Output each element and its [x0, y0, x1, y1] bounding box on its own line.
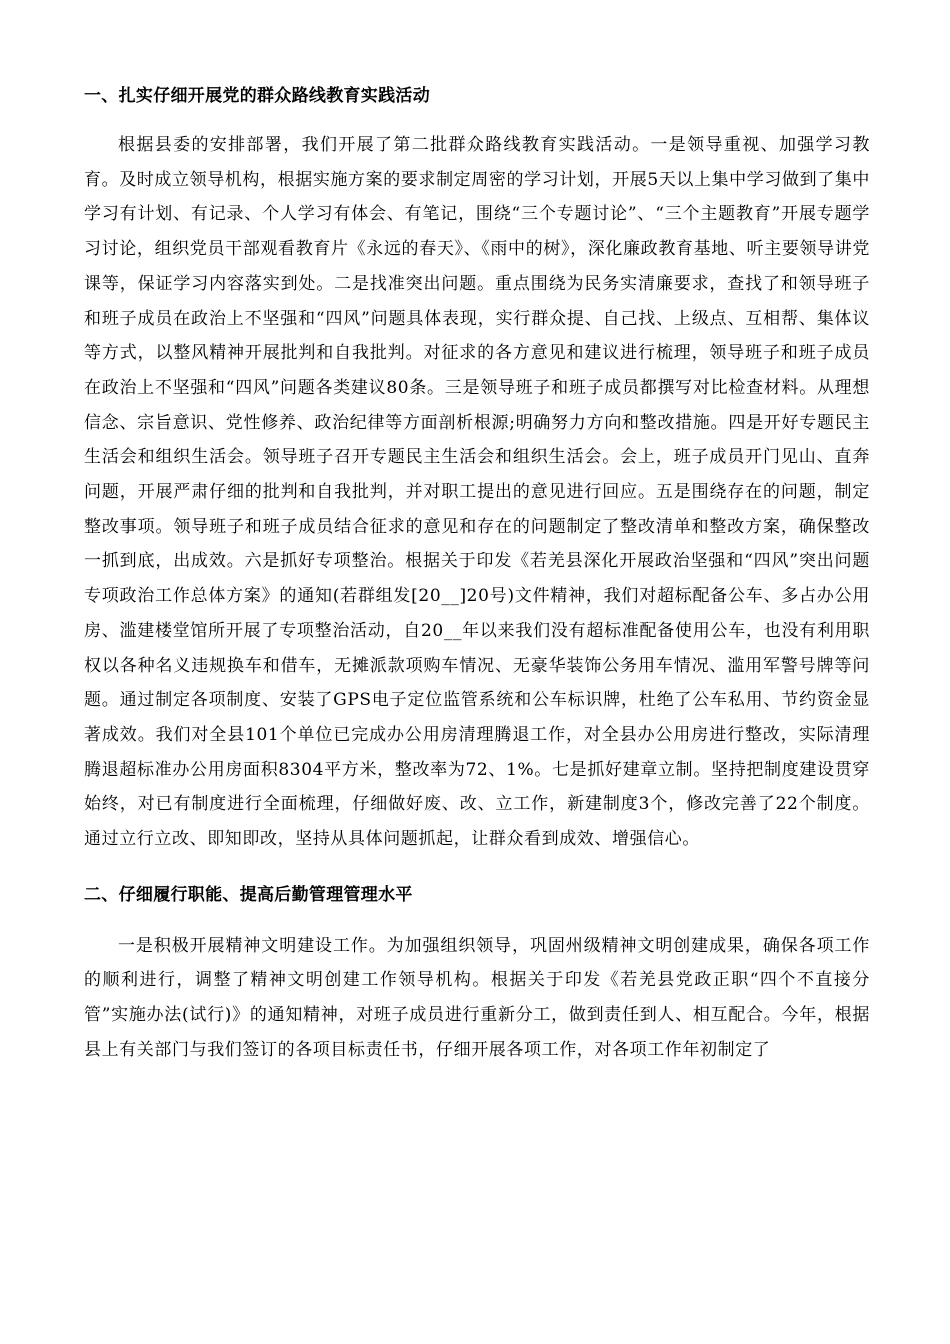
body-paragraph-1: 根据县委的安排部署，我们开展了第二批群众路线教育实践活动。一是领导重视、加强学习教育。及时成立领导机构，根据实施方案的要求制定周密的学习计划，开展5天以上集中学习做到了集中学习有计划、有记录、个人学习有体会、有笔记，围绕“三个专题讨论”、“三个主题教育”开展专题学习讨论，组织党员干部观看教育片《永远的春天》、《雨中的树》，深化廉政教育基地、听主要领导讲党课等，保证学习内容落实到处。二是找准突出问题。重点围绕为民务实清廉要求，查找了和领导班子和班子成员在政治上不坚强和“四风”问题具体表现，实行群众提、自己找、上级点、互相帮、集体议等方式，以整风精神开展批判和自我批判。对征求的各方意见和建议进行梳理，领导班子和班子成员在政治上不坚强和“四风”问题各类建议80条。三是领导班子和班子成员都撰写对比检查材料。从理想信念、宗旨意识、党性修养、政治纪律等方面剖析根源;明确努力方向和整改措施。四是开好专题民主生活会和组织生活会。领导班子召开专题民主生活会和组织生活会。会上，班子成员开门见山、直奔问题，开展严肃仔细的批判和自我批判，并对职工提出的意见进行回应。五是围绕存在的问题，制定整改事项。领导班子和班子成员结合征求的意见和存在的问题制定了整改清单和整改方案，确保整改一抓到底，出成效。六是抓好专项整治。根据关于印发《若羌县深化开展政治坚强和“四风”突出问题专项政治工作总体方案》的通知(若群组发[20__]20号)文件精神，我们对超标配备公车、多占办公用房、滥建楼堂馆所开展了专项整治活动，自20__年以来我们没有超标准配备使用公车，也没有利用职权以各种名义违规换车和借车，无摊派款项购车情况、无豪华装饰公务用车情况、滥用军警号牌等问题。通过制定各项制度、安装了GPS电子定位监管系统和公车标识牌，杜绝了公车私用、节约资金显著成效。我们对全县101个单位已完成办公用房清理腾退工作，对全县办公用房进行整改，实际清理腾退超标准办公用房面积8304平方米，整改率为72、1%。七是抓好建章立制。坚持把制度建设贯穿始终，对已有制度进行全面梳理，仔细做好废、改、立工作，新建制度3个，修改完善了22个制度。通过立行立改、即知即改，坚持从具体问题抓起，让群众看到成效、增强信心。 — [84, 135, 870, 850]
document-page — [84, 80, 870, 1068]
section-heading-2: 二、仔细履行职能、提高后勤管理管理水平 — [84, 884, 413, 905]
section-heading-1: 一、扎实仔细开展党的群众路线教育实践活动 — [84, 86, 430, 106]
body-paragraph-2: 一是积极开展精神文明建设工作。为加强组织领导，巩固州级精神文明创建成果，确保各项工作的顺利进行，调整了精神文明创建工作领导机构。根据关于印发《若羌县党政正职“四个不直接分管”实施办法(试行)》的通知精神，对班子成员进行重新分工，做到责任到人、相互配合。今年，根据县上有关部门与我们签订的各项目标责任书，仔细开展各项工作，对各项工作年初制定了 — [84, 935, 870, 1060]
